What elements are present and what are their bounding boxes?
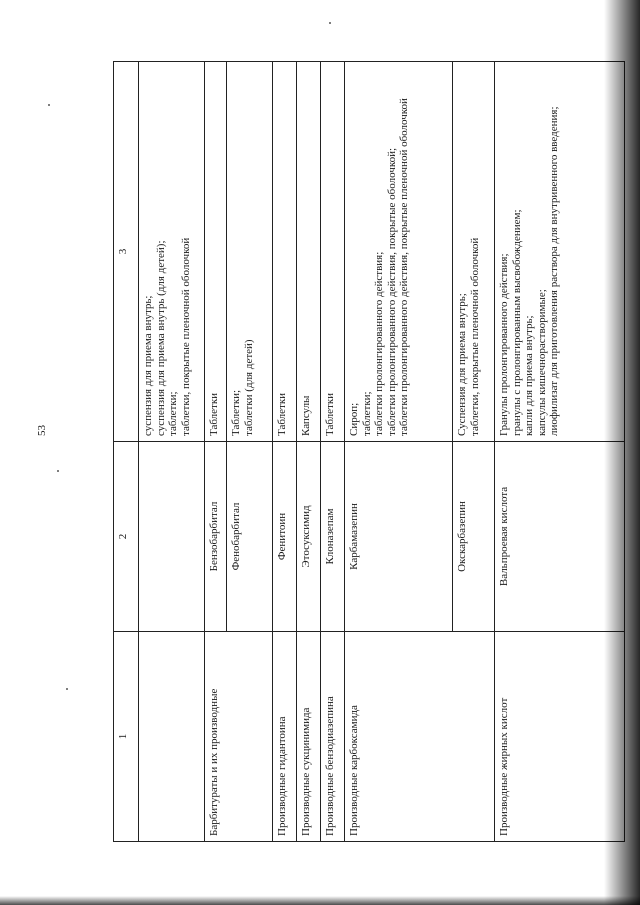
column-header-2: 2 [114,442,139,632]
form-line: суспензия для приема внутрь (для детей); [154,240,167,436]
category-cell [139,632,205,842]
form-line: таблетки пролонгированного действия; [373,251,385,436]
form-line: таблетки пролонгированного действия, покрытые пленочной оболочкой [398,98,410,436]
drug-cell [139,442,205,632]
drug-table [113,61,625,842]
form-line: Капсулы [300,395,312,436]
scan-speck [48,104,50,106]
form-line: лиофилизат для приготовления раствора для внутривенного введения; [548,106,560,436]
scan-edge-shadow [604,0,640,905]
page-number: 53 [36,425,48,436]
form-line: таблетки, покрытые пленочной оболочкой [179,237,192,436]
form-line: Таблетки; [230,389,242,436]
table-row [205,62,227,842]
form-line: Суспензия для приема внутрь; [456,293,468,436]
forms-cell [205,62,227,442]
scan-edge-bottom [0,896,640,905]
table-row [273,62,297,842]
drug-cell: Клоназепам [321,442,345,632]
table-row [139,62,205,842]
table-row [345,62,453,842]
category-cell: Производные бензодиазепина [321,632,345,842]
table-row [321,62,345,842]
form-line: таблетки (для детей) [242,339,255,436]
category-cell: Производные гидантоина [273,632,297,842]
scan-speck [57,470,59,472]
form-line: капсулы кишечнорастворимые; [535,289,548,436]
forms-cell [139,62,205,442]
table-header-row [114,62,139,842]
form-line: гранулы с пролонгированным высвобождением; [510,209,523,436]
scan-speck [329,22,331,24]
form-line: Таблетки [276,392,288,436]
column-header-3: 3 [114,62,139,442]
forms-cell [453,62,495,442]
forms-cell [321,62,345,442]
forms-cell [297,62,321,442]
forms-cell [345,62,453,442]
category-cell: Производные сукцинимида [297,632,321,842]
drug-cell: Окскарбазепин [453,442,495,632]
form-line: Таблетки [324,392,336,436]
form-line: таблетки пролонгированного действия, покрытые оболочкой; [385,147,398,436]
category-cell: Производные карбоксамида [345,632,495,842]
form-line: Гранулы пролонгированного действия; [498,253,510,436]
drug-cell: Этосуксимид [297,442,321,632]
drug-cell: Бензобарбитал [205,442,227,632]
forms-cell [273,62,297,442]
form-line: Таблетки [208,392,220,436]
form-line: таблетки, покрытые пленочной оболочкой [468,237,481,436]
table-row [297,62,321,842]
drug-cell: Фенитоин [273,442,297,632]
form-line: таблетки; [360,391,373,436]
drug-cell: Карбамазепин [345,442,453,632]
scan-speck [66,688,68,690]
drug-cell: Вальпроевая кислота [495,442,625,632]
drug-cell: Фенобарбитал [227,442,273,632]
form-line: капли для приема внутрь; [523,315,535,436]
forms-cell [227,62,273,442]
form-line: суспензия для приема внутрь; [142,295,154,436]
form-line: таблетки; [167,391,179,436]
rotated-page-content [113,62,625,842]
column-header-1: 1 [114,632,139,842]
category-cell: Производные жирных кислот [495,632,625,842]
form-line: Сироп; [348,402,360,436]
category-cell: Барбитураты и их производные [205,632,273,842]
